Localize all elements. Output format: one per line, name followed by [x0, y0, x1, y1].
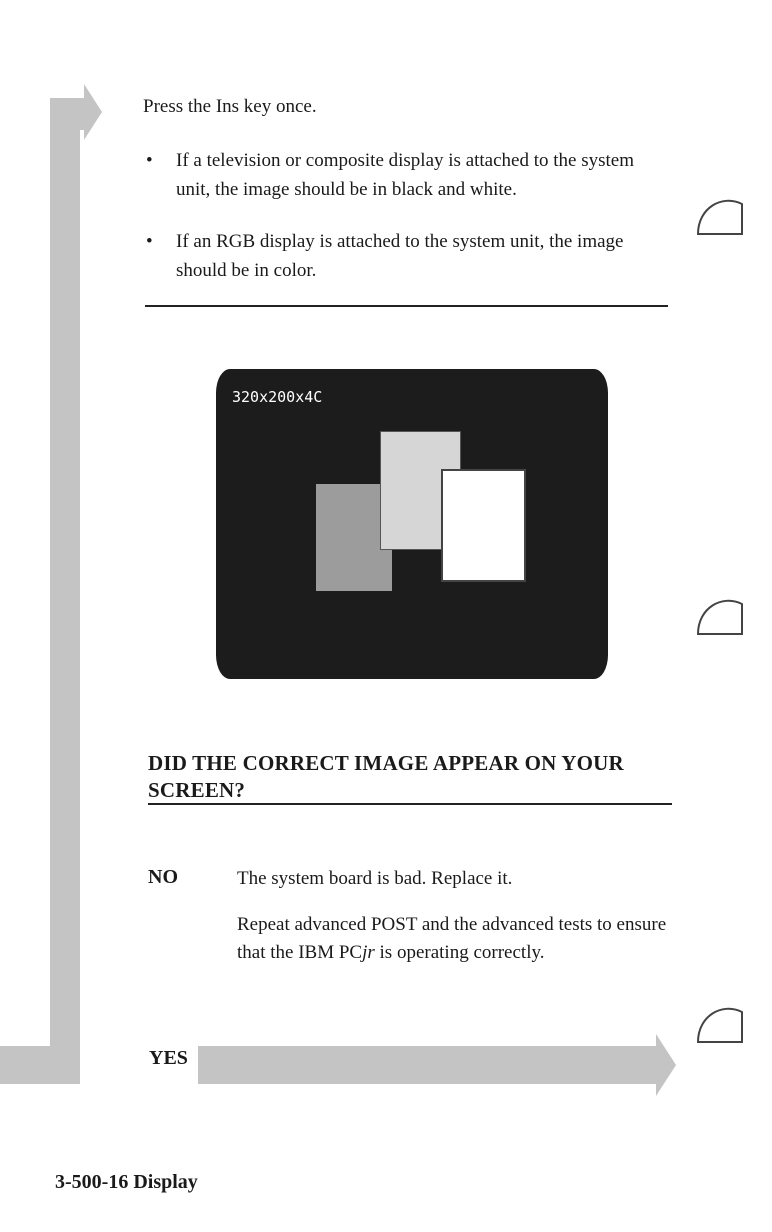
- no-answer-label: NO: [148, 866, 178, 888]
- bullet-symbol: •: [146, 150, 153, 171]
- bullet-text: If an RGB display is attached to the system unit, the image should be in color.: [176, 231, 624, 281]
- bullet-symbol: •: [146, 231, 153, 252]
- list-item: [143, 146, 673, 204]
- instruction-text: Press the Ins key once.: [143, 96, 317, 117]
- question-heading: DID THE CORRECT IMAGE APPEAR ON YOUR SCREEN?: [148, 751, 624, 802]
- binder-hole-middle: [694, 590, 746, 642]
- question-underline: [148, 803, 672, 805]
- white-rectangle: [441, 469, 526, 582]
- no-answer-text: [237, 865, 677, 985]
- list-item: [143, 227, 673, 285]
- no-answer-line: Repeat advanced POST and the advanced tests to ensure that the IBM PCjr is operating correctly.: [237, 914, 667, 963]
- bullet-list: [143, 146, 673, 308]
- no-answer-line: The system board is bad. Replace it.: [237, 868, 513, 889]
- bullet-text: If a television or composite display is attached to the system unit, the image should be in black and white.: [176, 150, 635, 200]
- page-footer: 3-500-16 Display: [55, 1171, 198, 1193]
- yes-answer-label: YES: [149, 1047, 188, 1069]
- section-divider: [145, 305, 668, 307]
- screen-mode-label: 320x200x4C: [232, 388, 323, 406]
- binder-hole-top: [694, 190, 746, 242]
- binder-hole-bottom: [694, 998, 746, 1050]
